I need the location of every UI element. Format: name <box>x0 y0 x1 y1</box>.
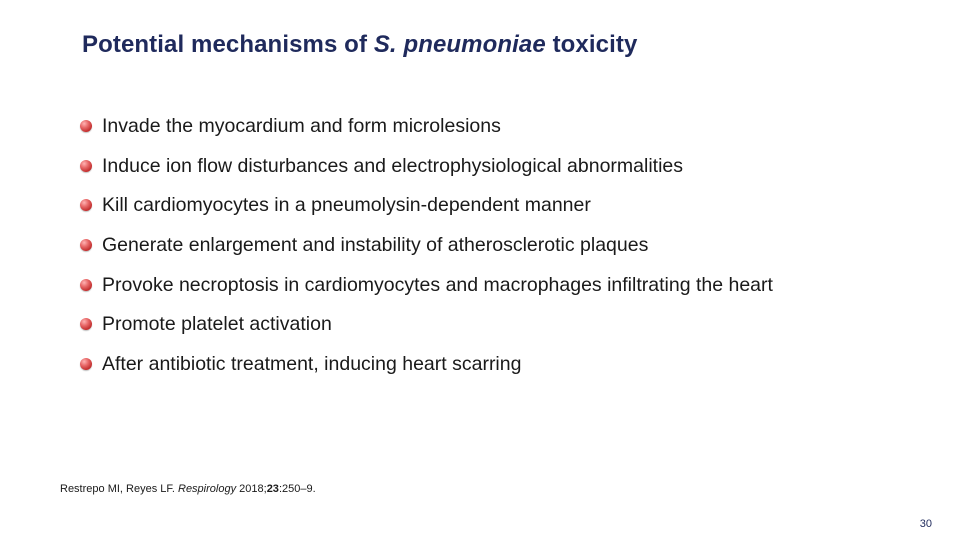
reference-year: 2018; <box>236 483 267 495</box>
bullet-item <box>80 269 773 309</box>
reference-pages: :250–9. <box>278 483 316 495</box>
title-part-1: Potential mechanisms of <box>82 31 374 58</box>
bullet-dot-icon <box>80 279 92 291</box>
bullet-item <box>80 229 773 269</box>
reference-citation <box>60 483 316 495</box>
reference-authors: Restrepo MI, Reyes LF. <box>60 483 178 495</box>
bullet-item <box>80 189 773 229</box>
reference-volume: 23 <box>266 483 279 495</box>
title-part-2: toxicity <box>545 31 638 58</box>
bullet-item <box>80 308 773 348</box>
bullet-text: Provoke necroptosis in cardiomyocytes and macrophages infiltrating the heart <box>102 273 773 296</box>
bullet-dot-icon <box>80 239 92 251</box>
bullet-text: After antibiotic treatment, inducing heart scarring <box>102 353 522 376</box>
bullet-text: Promote platelet activation <box>102 313 332 336</box>
bullet-dot-icon <box>80 160 92 172</box>
bullet-item <box>80 110 773 150</box>
bullet-text: Generate enlargement and instability of atherosclerotic plaques <box>102 234 649 257</box>
bullet-dot-icon <box>80 318 92 330</box>
bullet-text: Invade the myocardium and form microlesions <box>102 115 501 137</box>
bullet-dot-icon <box>80 358 92 370</box>
bullet-item <box>80 150 773 190</box>
slide-title <box>82 31 637 59</box>
page-number: 30 <box>919 518 932 530</box>
bullet-dot-icon <box>80 199 92 211</box>
bullet-dot-icon <box>80 120 92 132</box>
reference-journal: Respirology <box>178 483 237 495</box>
bullet-item <box>80 348 773 388</box>
title-organism: S. pneumoniae <box>373 31 546 58</box>
bullet-text: Induce ion flow disturbances and electrophysiological abnormalities <box>102 154 684 177</box>
bullet-list <box>80 110 773 388</box>
bullet-text: Kill cardiomyocytes in a pneumolysin-dependent manner <box>102 194 591 217</box>
